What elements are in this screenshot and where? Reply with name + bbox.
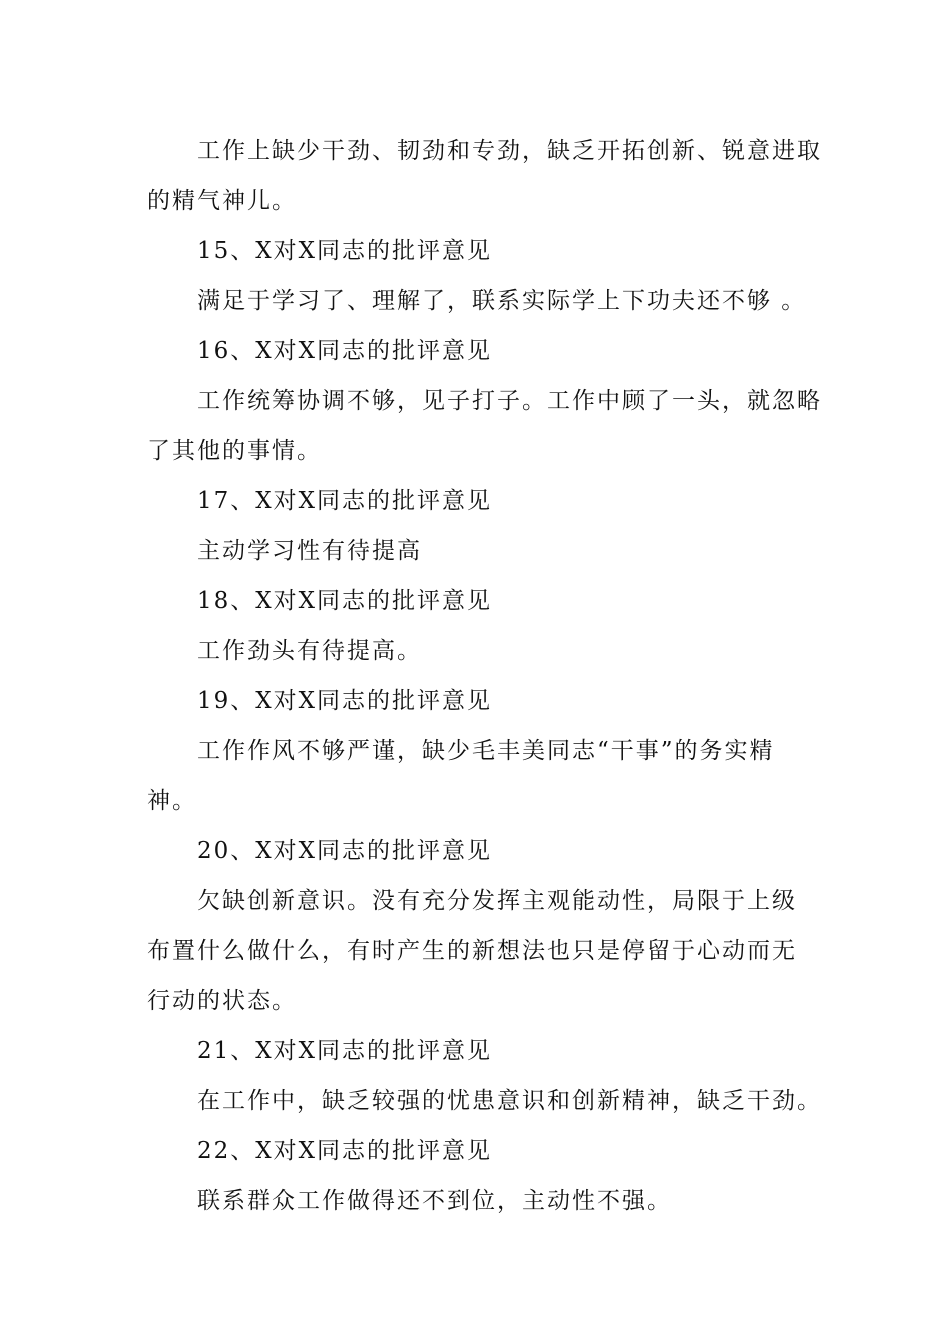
paragraph-line: 在工作中，缺乏较强的忧患意识和创新精神，缺乏干劲。 bbox=[197, 1088, 822, 1114]
section-heading: 21、X对X同志的批评意见 bbox=[197, 1038, 493, 1064]
section-heading: 15、X对X同志的批评意见 bbox=[197, 238, 493, 264]
paragraph-line: 工作作风不够严谨，缺少毛丰美同志“干事”的务实精 bbox=[197, 738, 775, 764]
paragraph-line: 行动的状态。 bbox=[147, 988, 297, 1014]
section-heading: 19、X对X同志的批评意见 bbox=[197, 688, 493, 714]
paragraph-line: 联系群众工作做得还不到位，主动性不强。 bbox=[197, 1188, 672, 1214]
paragraph-line: 欠缺创新意识。没有充分发挥主观能动性，局限于上级 bbox=[197, 888, 797, 914]
paragraph-line: 工作上缺少干劲、韧劲和专劲，缺乏开拓创新、锐意进取 bbox=[197, 138, 822, 164]
paragraph-line: 工作劲头有待提高。 bbox=[197, 638, 422, 664]
document-body bbox=[147, 126, 822, 1226]
paragraph-line: 工作统筹协调不够，见子打子。工作中顾了一头，就忽略 bbox=[197, 388, 822, 414]
section-heading: 16、X对X同志的批评意见 bbox=[197, 338, 493, 364]
paragraph-line: 了其他的事情。 bbox=[147, 438, 322, 464]
section-heading: 17、X对X同志的批评意见 bbox=[197, 488, 493, 514]
paragraph-line: 神。 bbox=[147, 788, 197, 814]
paragraph-line: 满足于学习了、理解了，联系实际学上下功夫还不够 。 bbox=[197, 288, 807, 314]
paragraph-line: 布置什么做什么，有时产生的新想法也只是停留于心动而无 bbox=[147, 938, 797, 964]
section-heading: 22、X对X同志的批评意见 bbox=[197, 1138, 493, 1164]
section-heading: 20、X对X同志的批评意见 bbox=[197, 838, 493, 864]
paragraph-line: 主动学习性有待提高 bbox=[197, 538, 422, 564]
paragraph-line: 的精气神儿。 bbox=[147, 188, 297, 214]
section-heading: 18、X对X同志的批评意见 bbox=[197, 588, 493, 614]
